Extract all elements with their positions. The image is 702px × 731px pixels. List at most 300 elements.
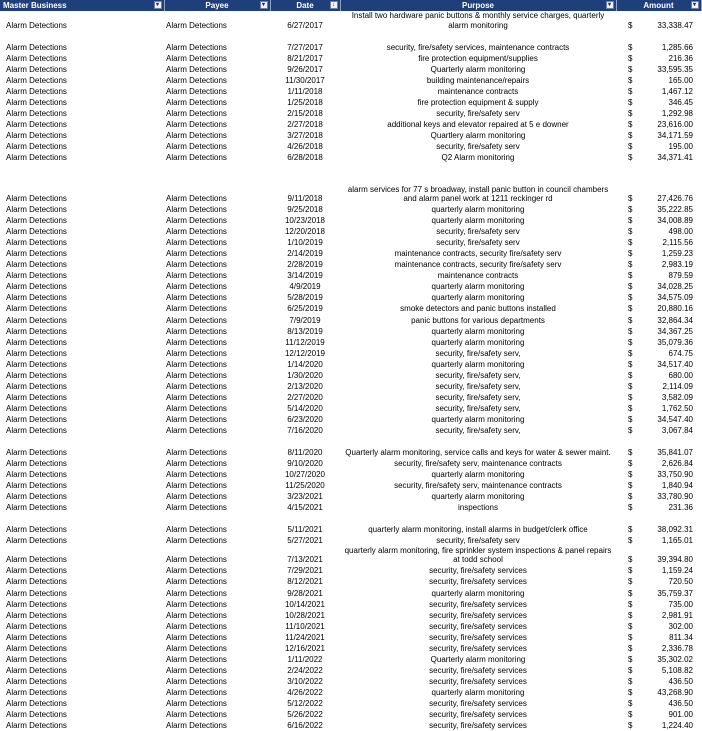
master-business-cell[interactable]: Alarm Detections bbox=[6, 588, 67, 598]
payee-cell[interactable]: Alarm Detections bbox=[166, 470, 227, 480]
amount-cell[interactable]: 2,626.84 bbox=[661, 459, 693, 469]
currency-cell[interactable]: $ bbox=[628, 621, 633, 631]
amount-cell[interactable]: 33,750.90 bbox=[657, 470, 693, 480]
master-business-cell[interactable]: Alarm Detections bbox=[6, 577, 67, 587]
amount-cell[interactable]: 302.00 bbox=[668, 621, 693, 631]
amount-cell[interactable]: 195.00 bbox=[668, 141, 693, 151]
filter-dropdown-icon[interactable]: ▾ bbox=[154, 1, 162, 9]
currency-cell[interactable]: $ bbox=[628, 503, 633, 513]
date-cell[interactable]: 12/16/2021 bbox=[284, 643, 326, 653]
blank-cell[interactable] bbox=[0, 30, 701, 41]
payee-cell[interactable]: Alarm Detections bbox=[166, 20, 227, 30]
master-business-cell[interactable]: Alarm Detections bbox=[6, 621, 67, 631]
master-business-cell[interactable]: Alarm Detections bbox=[6, 42, 67, 52]
purpose-cell[interactable]: security, fire/safety services, maintenance contracts bbox=[386, 42, 570, 52]
payee-cell[interactable]: Alarm Detections bbox=[166, 75, 227, 85]
master-business-cell[interactable]: Alarm Detections bbox=[6, 130, 67, 140]
date-cell[interactable]: 2/27/2018 bbox=[287, 119, 323, 129]
date-cell[interactable]: 7/29/2021 bbox=[287, 566, 323, 576]
purpose-cell[interactable]: security, fire/safety services bbox=[429, 621, 527, 631]
master-business-cell[interactable]: Alarm Detections bbox=[6, 326, 67, 336]
payee-cell[interactable]: Alarm Detections bbox=[166, 503, 227, 513]
amount-cell[interactable]: 498.00 bbox=[668, 227, 693, 237]
purpose-cell[interactable]: security, fire/safety serv bbox=[436, 108, 520, 118]
payee-cell[interactable]: Alarm Detections bbox=[166, 621, 227, 631]
payee-cell[interactable]: Alarm Detections bbox=[166, 130, 227, 140]
master-business-cell[interactable]: Alarm Detections bbox=[6, 86, 67, 96]
purpose-cell[interactable]: Quarterly alarm monitoring bbox=[430, 654, 526, 664]
master-business-cell[interactable]: Alarm Detections bbox=[6, 687, 67, 697]
currency-cell[interactable]: $ bbox=[628, 599, 633, 609]
purpose-cell[interactable]: quarterly alarm monitoring bbox=[431, 414, 525, 424]
filter-dropdown-icon[interactable]: ▾ bbox=[260, 1, 268, 9]
currency-cell[interactable]: $ bbox=[628, 271, 633, 281]
currency-cell[interactable]: $ bbox=[628, 555, 633, 565]
purpose-cell[interactable]: maintenance contracts, security fire/safety serv bbox=[394, 249, 562, 259]
amount-cell[interactable]: 34,171.59 bbox=[657, 130, 693, 140]
payee-cell[interactable]: Alarm Detections bbox=[166, 632, 227, 642]
sort-descending-icon[interactable]: ↓ bbox=[330, 1, 338, 9]
payee-cell[interactable]: Alarm Detections bbox=[166, 676, 227, 686]
amount-cell[interactable]: 674.75 bbox=[668, 348, 693, 358]
payee-cell[interactable]: Alarm Detections bbox=[166, 260, 227, 270]
master-business-cell[interactable]: Alarm Detections bbox=[6, 75, 67, 85]
currency-cell[interactable]: $ bbox=[628, 721, 633, 731]
currency-cell[interactable]: $ bbox=[628, 205, 633, 215]
purpose-cell[interactable]: quarterly alarm monitoring, fire sprinkler system inspections & panel repairs at todd school bbox=[344, 545, 612, 565]
purpose-cell[interactable]: security, fire/safety services bbox=[429, 632, 527, 642]
purpose-cell[interactable]: security, fire/safety services bbox=[429, 698, 527, 708]
master-business-cell[interactable]: Alarm Detections bbox=[6, 249, 67, 259]
master-business-cell[interactable]: Alarm Detections bbox=[6, 381, 67, 391]
amount-cell[interactable]: 33,780.90 bbox=[657, 492, 693, 502]
master-business-cell[interactable]: Alarm Detections bbox=[6, 64, 67, 74]
date-cell[interactable]: 4/26/2018 bbox=[287, 141, 323, 151]
master-business-cell[interactable]: Alarm Detections bbox=[6, 555, 67, 565]
currency-cell[interactable]: $ bbox=[628, 525, 633, 535]
purpose-cell[interactable]: quarterly alarm monitoring bbox=[431, 588, 525, 598]
payee-cell[interactable]: Alarm Detections bbox=[166, 282, 227, 292]
currency-cell[interactable]: $ bbox=[628, 610, 633, 620]
purpose-cell[interactable]: Quarterly alarm monitoring, service calls and keys for water & sewer maint. bbox=[345, 448, 611, 458]
date-cell[interactable]: 5/12/2022 bbox=[287, 698, 323, 708]
purpose-cell[interactable]: quarterly alarm monitoring bbox=[431, 470, 525, 480]
purpose-cell[interactable]: building maintenance/repairs bbox=[426, 75, 530, 85]
master-business-cell[interactable]: Alarm Detections bbox=[6, 205, 67, 215]
master-business-cell[interactable]: Alarm Detections bbox=[6, 721, 67, 731]
payee-cell[interactable]: Alarm Detections bbox=[166, 53, 227, 63]
currency-cell[interactable]: $ bbox=[628, 130, 633, 140]
payee-cell[interactable]: Alarm Detections bbox=[166, 654, 227, 664]
payee-cell[interactable]: Alarm Detections bbox=[166, 141, 227, 151]
amount-cell[interactable]: 680.00 bbox=[668, 370, 693, 380]
date-cell[interactable]: 6/28/2018 bbox=[287, 153, 323, 163]
amount-cell[interactable]: 34,008.89 bbox=[657, 216, 693, 226]
date-cell[interactable]: 2/27/2020 bbox=[287, 392, 323, 402]
amount-cell[interactable]: 1,165.01 bbox=[661, 536, 693, 546]
purpose-cell[interactable]: security, fire/safety serv, bbox=[435, 426, 521, 435]
filter-dropdown-icon[interactable]: ▾ bbox=[606, 1, 614, 9]
purpose-cell[interactable]: quarterly alarm monitoring, install alarms in budget/clerk office bbox=[368, 525, 588, 535]
master-business-cell[interactable]: Alarm Detections bbox=[6, 414, 67, 424]
date-cell[interactable]: 1/11/2018 bbox=[287, 86, 323, 96]
date-cell[interactable]: 7/9/2019 bbox=[289, 315, 321, 325]
purpose-cell[interactable]: fire protection equipment & supply bbox=[417, 97, 539, 107]
payee-cell[interactable]: Alarm Detections bbox=[166, 577, 227, 587]
master-business-cell[interactable]: Alarm Detections bbox=[6, 304, 67, 314]
currency-cell[interactable]: $ bbox=[628, 492, 633, 502]
date-cell[interactable]: 2/14/2019 bbox=[287, 249, 323, 259]
master-business-cell[interactable]: Alarm Detections bbox=[6, 654, 67, 664]
purpose-cell[interactable]: security, fire/safety serv, bbox=[435, 392, 521, 402]
amount-cell[interactable]: 34,028.25 bbox=[657, 282, 693, 292]
payee-cell[interactable]: Alarm Detections bbox=[166, 525, 227, 535]
currency-cell[interactable]: $ bbox=[628, 448, 633, 458]
date-cell[interactable]: 6/23/2020 bbox=[287, 414, 323, 424]
amount-cell[interactable]: 879.59 bbox=[668, 271, 693, 281]
purpose-cell[interactable]: inspections bbox=[457, 503, 499, 513]
purpose-cell[interactable]: security, fire/safety services bbox=[429, 577, 527, 587]
payee-cell[interactable]: Alarm Detections bbox=[166, 599, 227, 609]
amount-cell[interactable]: 34,517.40 bbox=[657, 359, 693, 369]
purpose-cell[interactable]: additional keys and elevator repaired at 5 e downer bbox=[387, 119, 569, 129]
payee-cell[interactable]: Alarm Detections bbox=[166, 238, 227, 248]
date-cell[interactable]: 12/12/2019 bbox=[284, 348, 326, 358]
payee-cell[interactable]: Alarm Detections bbox=[166, 588, 227, 598]
master-business-cell[interactable]: Alarm Detections bbox=[6, 632, 67, 642]
date-cell[interactable]: 1/14/2020 bbox=[287, 359, 323, 369]
payee-cell[interactable]: Alarm Detections bbox=[166, 216, 227, 226]
purpose-cell[interactable]: security, fire/safety serv bbox=[436, 238, 520, 248]
purpose-cell[interactable]: maintenance contracts bbox=[437, 86, 519, 96]
master-business-cell[interactable]: Alarm Detections bbox=[6, 119, 67, 129]
currency-cell[interactable]: $ bbox=[628, 86, 633, 96]
date-cell[interactable]: 9/26/2017 bbox=[287, 64, 323, 74]
filter-dropdown-icon[interactable]: ▾ bbox=[691, 1, 699, 9]
payee-cell[interactable]: Alarm Detections bbox=[166, 403, 227, 413]
amount-cell[interactable]: 35,759.37 bbox=[657, 588, 693, 598]
purpose-cell[interactable]: maintenance contracts bbox=[437, 271, 519, 281]
payee-cell[interactable]: Alarm Detections bbox=[166, 337, 227, 347]
currency-cell[interactable]: $ bbox=[628, 566, 633, 576]
date-cell[interactable]: 2/13/2020 bbox=[287, 381, 323, 391]
master-business-cell[interactable]: Alarm Detections bbox=[6, 227, 67, 237]
date-cell[interactable]: 10/23/2018 bbox=[284, 216, 326, 226]
purpose-cell[interactable]: security, fire/safety services bbox=[429, 710, 527, 720]
currency-cell[interactable]: $ bbox=[628, 588, 633, 598]
currency-cell[interactable]: $ bbox=[628, 238, 633, 248]
currency-cell[interactable]: $ bbox=[628, 710, 633, 720]
purpose-cell[interactable]: Quarterly alarm monitoring bbox=[430, 64, 526, 74]
currency-cell[interactable]: $ bbox=[628, 227, 633, 237]
master-business-cell[interactable]: Alarm Detections bbox=[6, 293, 67, 303]
payee-cell[interactable]: Alarm Detections bbox=[166, 64, 227, 74]
currency-cell[interactable]: $ bbox=[628, 381, 633, 391]
amount-cell[interactable]: 34,367.25 bbox=[657, 326, 693, 336]
amount-cell[interactable]: 3,582.09 bbox=[661, 392, 693, 402]
date-cell[interactable]: 9/11/2018 bbox=[287, 194, 323, 204]
amount-cell[interactable]: 2,336.78 bbox=[661, 643, 693, 653]
date-cell[interactable]: 12/20/2018 bbox=[284, 227, 326, 237]
master-business-cell[interactable]: Alarm Detections bbox=[6, 108, 67, 118]
amount-cell[interactable]: 2,115.56 bbox=[662, 238, 693, 248]
purpose-cell[interactable]: quarterly alarm monitoring bbox=[431, 359, 525, 369]
master-business-cell[interactable]: Alarm Detections bbox=[6, 53, 67, 63]
date-cell[interactable]: 6/25/2019 bbox=[287, 304, 323, 314]
master-business-cell[interactable]: Alarm Detections bbox=[6, 470, 67, 480]
master-business-cell[interactable]: Alarm Detections bbox=[6, 282, 67, 292]
date-cell[interactable]: 5/27/2021 bbox=[287, 536, 323, 546]
payee-cell[interactable]: Alarm Detections bbox=[166, 392, 227, 402]
purpose-cell[interactable]: security, fire/safety services bbox=[429, 676, 527, 686]
master-business-cell[interactable]: Alarm Detections bbox=[6, 481, 67, 491]
date-cell[interactable]: 5/14/2020 bbox=[287, 403, 323, 413]
payee-cell[interactable]: Alarm Detections bbox=[166, 414, 227, 424]
payee-cell[interactable]: Alarm Detections bbox=[166, 536, 227, 546]
currency-cell[interactable]: $ bbox=[628, 577, 633, 587]
amount-cell[interactable]: 231.36 bbox=[668, 503, 693, 513]
currency-cell[interactable]: $ bbox=[628, 481, 633, 491]
date-cell[interactable]: 1/10/2019 bbox=[287, 238, 323, 248]
payee-cell[interactable]: Alarm Detections bbox=[166, 227, 227, 237]
date-cell[interactable]: 11/30/2017 bbox=[285, 75, 325, 85]
date-cell[interactable]: 10/27/2020 bbox=[284, 470, 326, 480]
amount-cell[interactable]: 34,547.40 bbox=[657, 414, 693, 424]
amount-cell[interactable]: 1,467.12 bbox=[661, 86, 693, 96]
currency-cell[interactable]: $ bbox=[628, 403, 633, 413]
master-business-cell[interactable]: Alarm Detections bbox=[6, 315, 67, 325]
master-business-cell[interactable]: Alarm Detections bbox=[6, 610, 67, 620]
payee-cell[interactable]: Alarm Detections bbox=[166, 370, 227, 380]
currency-cell[interactable]: $ bbox=[628, 249, 633, 259]
purpose-cell[interactable]: security, fire/safety serv bbox=[436, 536, 520, 546]
amount-cell[interactable]: 811.34 bbox=[669, 632, 693, 642]
payee-cell[interactable]: Alarm Detections bbox=[166, 97, 227, 107]
payee-cell[interactable]: Alarm Detections bbox=[166, 293, 227, 303]
currency-cell[interactable]: $ bbox=[628, 75, 633, 85]
amount-cell[interactable]: 33,338.47 bbox=[657, 20, 693, 30]
amount-cell[interactable]: 720.50 bbox=[668, 577, 693, 587]
master-business-cell[interactable]: Alarm Detections bbox=[6, 392, 67, 402]
currency-cell[interactable]: $ bbox=[628, 20, 633, 30]
currency-cell[interactable]: $ bbox=[628, 654, 633, 664]
amount-cell[interactable]: 436.50 bbox=[668, 698, 693, 708]
purpose-cell[interactable]: quarterly alarm monitoring bbox=[431, 492, 525, 502]
amount-cell[interactable]: 165.00 bbox=[668, 75, 693, 85]
payee-cell[interactable]: Alarm Detections bbox=[166, 698, 227, 708]
amount-cell[interactable]: 38,092.31 bbox=[657, 525, 693, 535]
master-business-cell[interactable]: Alarm Detections bbox=[6, 20, 67, 30]
amount-cell[interactable]: 23,616.00 bbox=[657, 119, 693, 129]
date-cell[interactable]: 8/21/2017 bbox=[287, 53, 323, 63]
amount-cell[interactable]: 35,841.07 bbox=[657, 448, 693, 458]
date-cell[interactable]: 7/27/2017 bbox=[287, 42, 323, 52]
master-business-cell[interactable]: Alarm Detections bbox=[6, 643, 67, 653]
purpose-cell[interactable]: security, fire/safety serv bbox=[436, 141, 520, 151]
payee-cell[interactable]: Alarm Detections bbox=[166, 610, 227, 620]
payee-cell[interactable]: Alarm Detections bbox=[166, 448, 227, 458]
master-business-cell[interactable]: Alarm Detections bbox=[6, 698, 67, 708]
payee-cell[interactable]: Alarm Detections bbox=[166, 359, 227, 369]
payee-cell[interactable]: Alarm Detections bbox=[166, 304, 227, 314]
master-business-cell[interactable]: Alarm Detections bbox=[6, 97, 67, 107]
master-business-cell[interactable]: Alarm Detections bbox=[6, 536, 67, 546]
payee-cell[interactable]: Alarm Detections bbox=[166, 348, 227, 358]
date-cell[interactable]: 3/14/2019 bbox=[287, 271, 323, 281]
amount-cell[interactable]: 735.00 bbox=[668, 599, 693, 609]
payee-cell[interactable]: Alarm Detections bbox=[166, 194, 227, 204]
purpose-cell[interactable]: Install two hardware panic buttons & monthly service charges, quarterly alarm monitoring bbox=[351, 11, 605, 30]
date-cell[interactable]: 7/16/2020 bbox=[287, 426, 323, 435]
blank-cell[interactable] bbox=[0, 436, 701, 447]
currency-cell[interactable]: $ bbox=[628, 260, 633, 270]
currency-cell[interactable]: $ bbox=[628, 315, 633, 325]
purpose-cell[interactable]: security, fire/safety services bbox=[429, 610, 527, 620]
master-business-cell[interactable]: Alarm Detections bbox=[6, 271, 67, 281]
currency-cell[interactable]: $ bbox=[628, 119, 633, 129]
currency-cell[interactable]: $ bbox=[628, 459, 633, 469]
date-cell[interactable]: 3/23/2021 bbox=[287, 492, 323, 502]
master-business-cell[interactable]: Alarm Detections bbox=[6, 403, 67, 413]
amount-cell[interactable]: 346.45 bbox=[668, 97, 693, 107]
date-cell[interactable]: 3/10/2022 bbox=[287, 676, 323, 686]
purpose-cell[interactable]: security, fire/safety services bbox=[429, 643, 527, 653]
master-business-cell[interactable]: Alarm Detections bbox=[6, 459, 67, 469]
currency-cell[interactable]: $ bbox=[628, 643, 633, 653]
master-business-cell[interactable]: Alarm Detections bbox=[6, 448, 67, 458]
amount-cell[interactable]: 1,840.94 bbox=[661, 481, 693, 491]
currency-cell[interactable]: $ bbox=[628, 42, 633, 52]
date-cell[interactable]: 11/10/2021 bbox=[285, 621, 325, 631]
header-date[interactable] bbox=[270, 0, 340, 11]
date-cell[interactable]: 8/11/2020 bbox=[287, 448, 323, 458]
currency-cell[interactable]: $ bbox=[628, 326, 633, 336]
purpose-cell[interactable]: quarterly alarm monitoring bbox=[431, 337, 525, 347]
date-cell[interactable]: 11/25/2020 bbox=[285, 481, 325, 491]
purpose-cell[interactable]: security, fire/safety serv, bbox=[435, 348, 521, 358]
master-business-cell[interactable]: Alarm Detections bbox=[6, 503, 67, 513]
date-cell[interactable]: 5/26/2022 bbox=[287, 710, 323, 720]
date-cell[interactable]: 1/30/2020 bbox=[287, 370, 323, 380]
date-cell[interactable]: 4/26/2022 bbox=[287, 687, 323, 697]
date-cell[interactable]: 6/27/2017 bbox=[287, 20, 323, 30]
date-cell[interactable]: 4/15/2021 bbox=[287, 503, 323, 513]
master-business-cell[interactable]: Alarm Detections bbox=[6, 676, 67, 686]
master-business-cell[interactable]: Alarm Detections bbox=[6, 216, 67, 226]
master-business-cell[interactable]: Alarm Detections bbox=[6, 348, 67, 358]
purpose-cell[interactable]: alarm services for 77 s broadway, install panic button in council chambers and alarm panel work at 1211 reckinger rd bbox=[347, 184, 609, 204]
date-cell[interactable]: 5/28/2019 bbox=[287, 293, 323, 303]
purpose-cell[interactable]: quarterly alarm monitoring bbox=[431, 687, 525, 697]
master-business-cell[interactable]: Alarm Detections bbox=[6, 260, 67, 270]
blank-cell[interactable] bbox=[0, 163, 701, 174]
amount-cell[interactable]: 1,292.98 bbox=[661, 108, 693, 118]
purpose-cell[interactable]: fire protection equipment/supplies bbox=[418, 53, 538, 63]
currency-cell[interactable]: $ bbox=[628, 470, 633, 480]
currency-cell[interactable]: $ bbox=[628, 426, 633, 435]
amount-cell[interactable]: 32,864.34 bbox=[657, 315, 693, 325]
master-business-cell[interactable]: Alarm Detections bbox=[6, 238, 67, 248]
payee-cell[interactable]: Alarm Detections bbox=[166, 271, 227, 281]
date-cell[interactable]: 1/11/2022 bbox=[287, 654, 323, 664]
purpose-cell[interactable]: quarterly alarm monitoring bbox=[431, 282, 525, 292]
date-cell[interactable]: 10/28/2021 bbox=[284, 610, 326, 620]
purpose-cell[interactable]: quarterly alarm monitoring bbox=[431, 205, 525, 215]
currency-cell[interactable]: $ bbox=[628, 97, 633, 107]
date-cell[interactable]: 1/25/2018 bbox=[287, 97, 323, 107]
header-payee[interactable] bbox=[164, 0, 270, 11]
currency-cell[interactable]: $ bbox=[628, 293, 633, 303]
master-business-cell[interactable]: Alarm Detections bbox=[6, 710, 67, 720]
amount-cell[interactable]: 35,079.36 bbox=[657, 337, 693, 347]
payee-cell[interactable]: Alarm Detections bbox=[166, 42, 227, 52]
amount-cell[interactable]: 2,983.19 bbox=[661, 260, 693, 270]
purpose-cell[interactable]: security, fire/safety serv bbox=[436, 227, 520, 237]
date-cell[interactable]: 7/13/2021 bbox=[287, 555, 323, 565]
date-cell[interactable]: 3/27/2018 bbox=[287, 130, 323, 140]
currency-cell[interactable]: $ bbox=[628, 282, 633, 292]
currency-cell[interactable]: $ bbox=[628, 632, 633, 642]
currency-cell[interactable]: $ bbox=[628, 194, 633, 204]
purpose-cell[interactable]: security, fire/safety serv, maintenance contracts bbox=[394, 459, 562, 469]
blank-cell[interactable] bbox=[0, 174, 701, 185]
payee-cell[interactable]: Alarm Detections bbox=[166, 153, 227, 163]
amount-cell[interactable]: 39,394.80 bbox=[657, 555, 693, 565]
date-cell[interactable]: 9/25/2018 bbox=[287, 205, 323, 215]
currency-cell[interactable]: $ bbox=[628, 216, 633, 226]
date-cell[interactable]: 2/15/2018 bbox=[287, 108, 323, 118]
currency-cell[interactable]: $ bbox=[628, 348, 633, 358]
date-cell[interactable]: 6/16/2022 bbox=[287, 721, 323, 731]
blank-cell[interactable] bbox=[0, 513, 701, 524]
payee-cell[interactable]: Alarm Detections bbox=[166, 315, 227, 325]
payee-cell[interactable]: Alarm Detections bbox=[166, 426, 227, 435]
purpose-cell[interactable]: quarterly alarm monitoring bbox=[431, 326, 525, 336]
purpose-cell[interactable]: quarterly alarm monitoring bbox=[431, 216, 525, 226]
purpose-cell[interactable]: smoke detectors and panic buttons installed bbox=[400, 304, 556, 314]
payee-cell[interactable]: Alarm Detections bbox=[166, 481, 227, 491]
master-business-cell[interactable]: Alarm Detections bbox=[6, 153, 67, 163]
payee-cell[interactable]: Alarm Detections bbox=[166, 721, 227, 731]
purpose-cell[interactable]: security, fire/safety services bbox=[429, 665, 527, 675]
date-cell[interactable]: 4/9/2019 bbox=[289, 282, 321, 292]
payee-cell[interactable]: Alarm Detections bbox=[166, 566, 227, 576]
purpose-cell[interactable]: security, fire/safety services bbox=[429, 599, 527, 609]
purpose-cell[interactable]: security, fire/safety serv, maintenance contracts bbox=[394, 481, 562, 491]
payee-cell[interactable]: Alarm Detections bbox=[166, 710, 227, 720]
amount-cell[interactable]: 34,575.09 bbox=[657, 293, 693, 303]
currency-cell[interactable]: $ bbox=[628, 392, 633, 402]
currency-cell[interactable]: $ bbox=[628, 304, 633, 314]
purpose-cell[interactable]: Quartlery alarm monitoring bbox=[430, 130, 526, 140]
purpose-cell[interactable]: security, fire/safety serv, bbox=[435, 370, 521, 380]
amount-cell[interactable]: 35,302.02 bbox=[657, 654, 693, 664]
master-business-cell[interactable]: Alarm Detections bbox=[6, 337, 67, 347]
currency-cell[interactable]: $ bbox=[628, 698, 633, 708]
payee-cell[interactable]: Alarm Detections bbox=[166, 381, 227, 391]
purpose-cell[interactable]: security, fire/safety services bbox=[429, 566, 527, 576]
amount-cell[interactable]: 436.50 bbox=[668, 676, 693, 686]
payee-cell[interactable]: Alarm Detections bbox=[166, 86, 227, 96]
payee-cell[interactable]: Alarm Detections bbox=[166, 492, 227, 502]
master-business-cell[interactable]: Alarm Detections bbox=[6, 525, 67, 535]
amount-cell[interactable]: 20,880.16 bbox=[657, 304, 693, 314]
header-amount[interactable] bbox=[616, 0, 701, 11]
amount-cell[interactable]: 2,981.91 bbox=[661, 610, 693, 620]
currency-cell[interactable]: $ bbox=[628, 665, 633, 675]
header-purpose[interactable] bbox=[340, 0, 616, 11]
purpose-cell[interactable]: Q2 Alarm monitoring bbox=[441, 153, 515, 163]
